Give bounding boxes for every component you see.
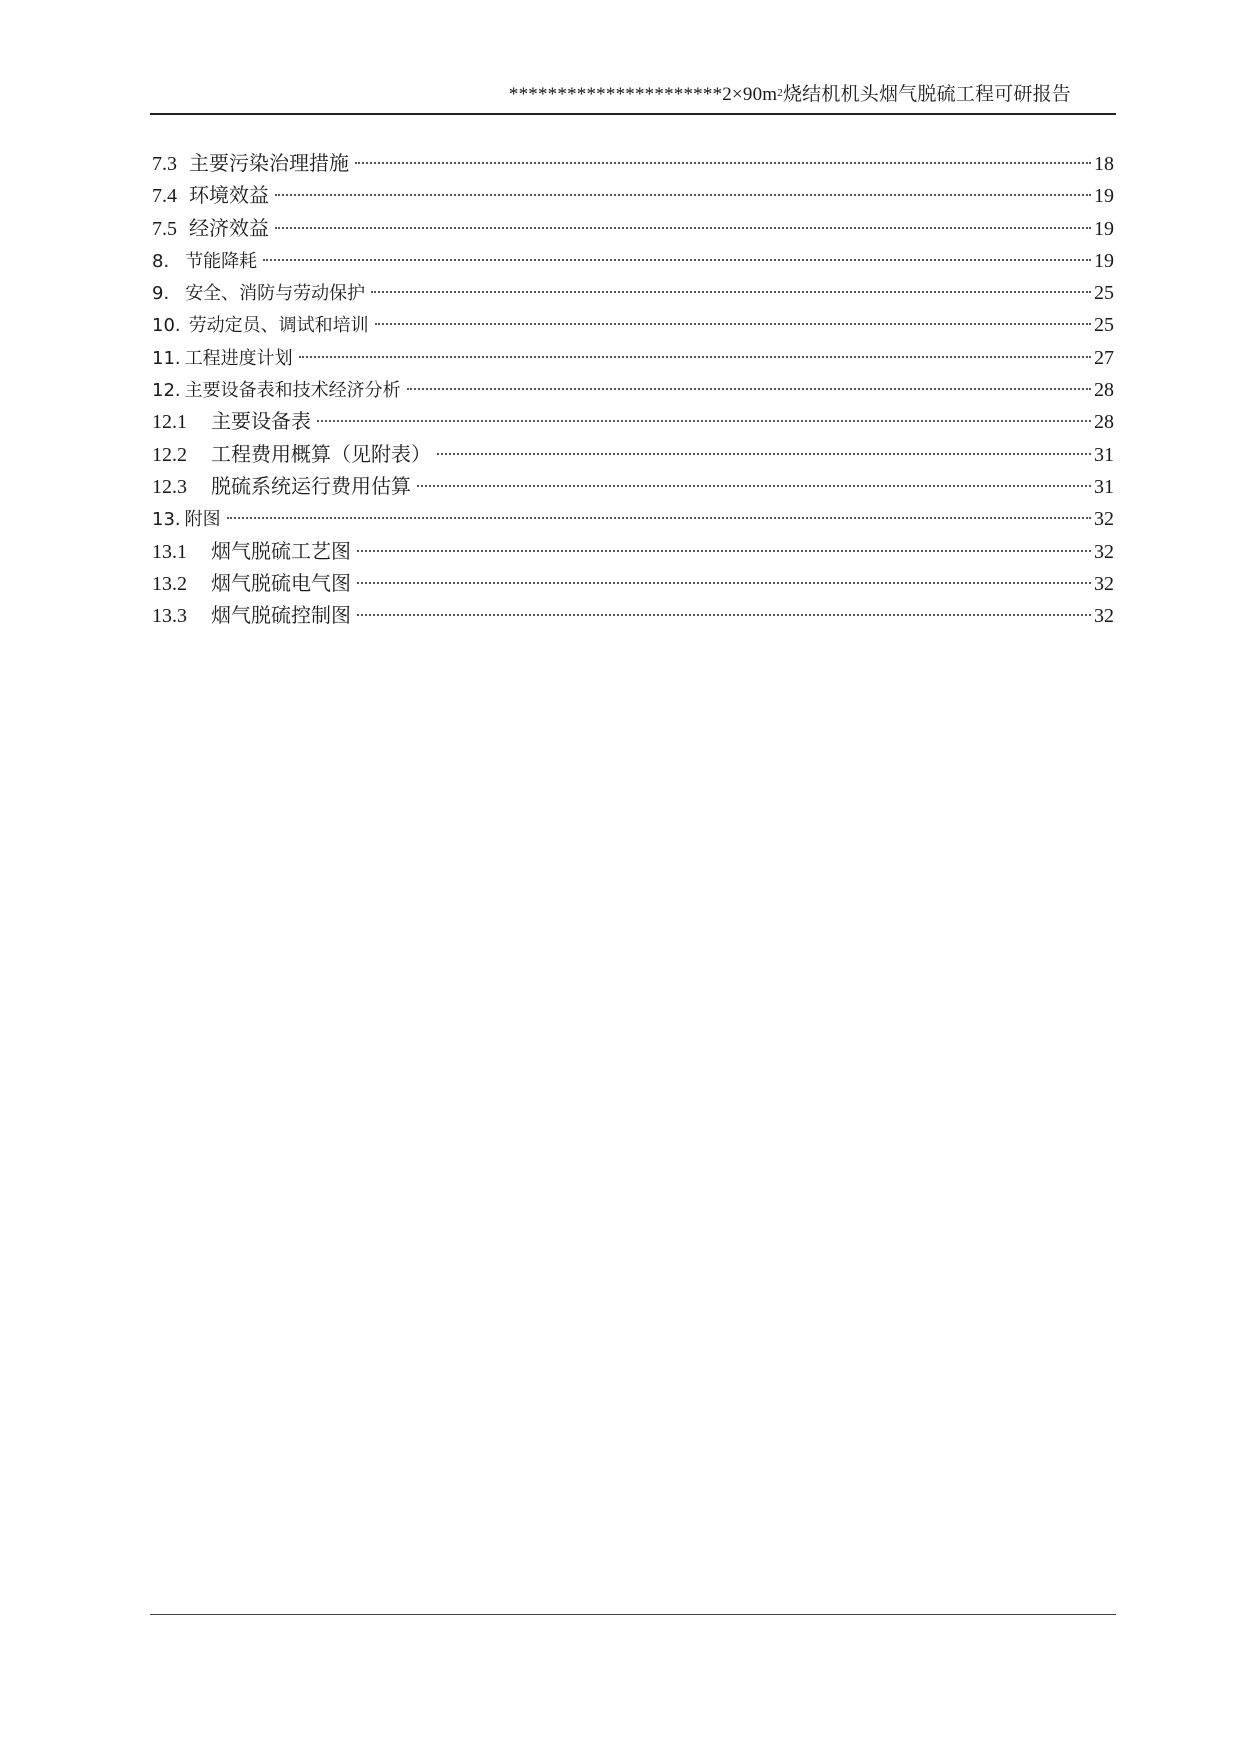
toc-page-number: 19 xyxy=(1094,185,1114,208)
toc-label: 节能降耗 xyxy=(185,250,258,272)
toc-number: 7.3 xyxy=(152,153,177,175)
toc-label: 脱硫系统运行费用估算 xyxy=(211,475,411,498)
toc-leader-dots xyxy=(357,582,1091,584)
toc-entry-7-4[interactable] xyxy=(152,180,1114,212)
toc-entry-8[interactable] xyxy=(152,245,1114,277)
toc-label: 劳动定员、调试和培训 xyxy=(188,315,369,337)
toc-entry-12-2[interactable] xyxy=(152,439,1114,471)
toc-number: 12. xyxy=(152,380,181,402)
toc-label: 环境效益 xyxy=(189,185,269,208)
toc-leader-dots xyxy=(317,420,1091,422)
toc-entry-11[interactable] xyxy=(152,342,1114,374)
toc-entry-13[interactable] xyxy=(152,503,1114,535)
toc-page-number: 28 xyxy=(1094,411,1114,434)
toc-page-number: 32 xyxy=(1094,605,1114,628)
table-of-contents xyxy=(152,148,1114,632)
toc-page-number: 31 xyxy=(1094,443,1114,466)
toc-label: 烟气脱硫控制图 xyxy=(211,605,351,628)
toc-page-number: 25 xyxy=(1094,282,1114,305)
toc-label: 主要设备表 xyxy=(211,411,311,434)
running-header xyxy=(509,84,1071,106)
toc-leader-dots xyxy=(263,259,1091,261)
toc-number: 13. xyxy=(152,509,181,531)
toc-page-number: 19 xyxy=(1094,217,1114,240)
toc-leader-dots xyxy=(371,291,1091,293)
toc-label: 主要污染治理措施 xyxy=(189,153,349,175)
toc-leader-dots xyxy=(299,356,1091,358)
toc-page-number: 18 xyxy=(1094,153,1114,175)
toc-entry-12-3[interactable] xyxy=(152,471,1114,503)
toc-entry-10[interactable] xyxy=(152,309,1114,341)
toc-entry-7-5[interactable] xyxy=(152,213,1114,245)
toc-leader-dots xyxy=(227,517,1091,519)
toc-page-number: 28 xyxy=(1094,379,1114,402)
toc-entry-13-2[interactable] xyxy=(152,568,1114,600)
toc-entry-12-1[interactable] xyxy=(152,406,1114,438)
toc-page-number: 25 xyxy=(1094,314,1114,337)
toc-entry-7-3[interactable] xyxy=(152,148,1114,180)
toc-number: 8. xyxy=(152,250,170,272)
toc-number: 12.2 xyxy=(152,443,187,466)
footer-rule xyxy=(150,1614,1116,1615)
header-superscript: 2 xyxy=(777,87,783,99)
toc-leader-dots xyxy=(275,194,1091,196)
toc-number: 9. xyxy=(152,283,170,305)
toc-leader-dots xyxy=(407,388,1091,390)
toc-number: 7.5 xyxy=(152,217,177,240)
toc-entry-12[interactable] xyxy=(152,374,1114,406)
header-rule xyxy=(150,113,1116,115)
toc-label: 安全、消防与劳动保护 xyxy=(185,283,366,305)
toc-page-number: 27 xyxy=(1094,346,1114,369)
toc-number: 10. xyxy=(152,315,181,337)
toc-entry-13-1[interactable] xyxy=(152,536,1114,568)
toc-page-number: 31 xyxy=(1094,475,1114,498)
header-prefix: **********************2×90m xyxy=(508,84,778,105)
toc-label: 经济效益 xyxy=(189,217,269,240)
toc-page-number: 19 xyxy=(1094,249,1114,272)
toc-page-number: 32 xyxy=(1094,508,1114,531)
header-title: 烧结机机头烟气脱硫工程可研报告 xyxy=(782,84,1071,105)
toc-leader-dots xyxy=(357,550,1091,552)
toc-leader-dots xyxy=(357,614,1091,616)
toc-leader-dots xyxy=(355,162,1091,164)
toc-page-number: 32 xyxy=(1094,540,1114,563)
toc-number: 7.4 xyxy=(152,185,177,208)
toc-label: 工程费用概算（见附表） xyxy=(211,443,431,466)
toc-label: 烟气脱硫电气图 xyxy=(211,572,351,595)
toc-number: 12.3 xyxy=(152,475,187,498)
toc-number: 13.3 xyxy=(152,605,187,628)
toc-number: 13.1 xyxy=(152,540,187,563)
toc-number: 13.2 xyxy=(152,572,187,595)
toc-label: 附图 xyxy=(184,509,221,531)
toc-number: 11. xyxy=(152,347,181,369)
toc-label: 烟气脱硫工艺图 xyxy=(211,540,351,563)
toc-leader-dots xyxy=(375,323,1091,325)
toc-number: 12.1 xyxy=(152,411,187,434)
toc-label: 工程进度计划 xyxy=(184,347,293,369)
toc-label: 主要设备表和技术经济分析 xyxy=(184,380,401,402)
toc-leader-dots xyxy=(437,453,1091,455)
toc-entry-13-3[interactable] xyxy=(152,600,1114,632)
toc-leader-dots xyxy=(417,485,1091,487)
toc-page-number: 32 xyxy=(1094,572,1114,595)
toc-leader-dots xyxy=(275,227,1091,229)
toc-entry-9[interactable] xyxy=(152,277,1114,309)
